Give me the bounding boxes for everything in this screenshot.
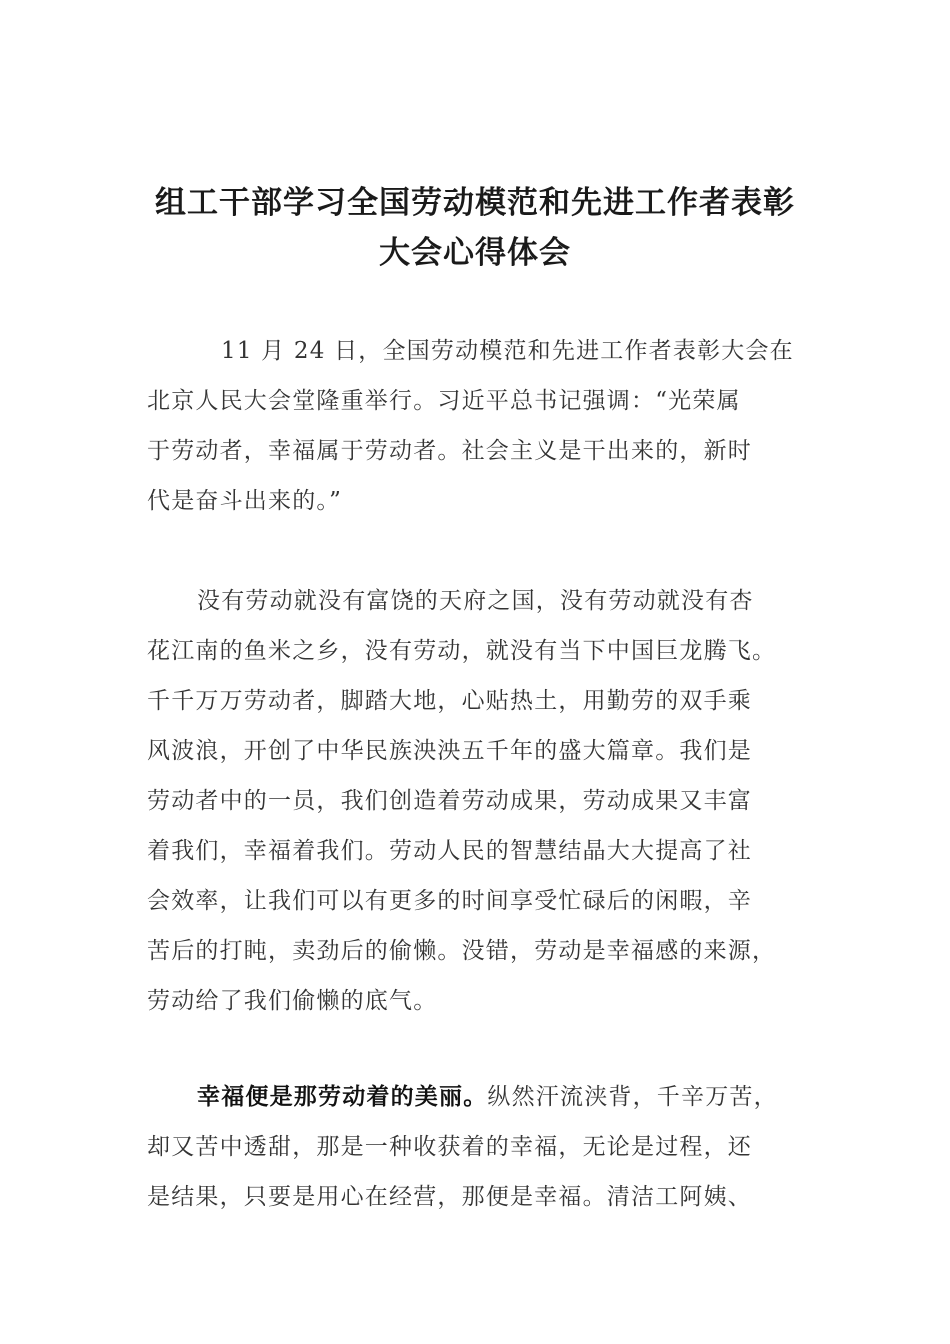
paragraph-line: 千千万万劳动者，脚踏大地，心贴热土，用勤劳的双手乘: [147, 688, 752, 714]
paragraph-line: 劳动者中的一员，我们创造着劳动成果，劳动成果又丰富: [147, 788, 752, 814]
title-line: 组工干部学习全国劳动模范和先进工作者表彰: [155, 185, 795, 221]
paragraph-line-first: [147, 1072, 807, 1122]
paragraph-line: 苦后的打盹，卖劲后的偷懒。没错，劳动是幸福感的来源，: [147, 938, 777, 964]
document-title: [0, 178, 950, 278]
paragraph-text: 纵然汗流浃背，千辛万苦，: [487, 1084, 778, 1110]
paragraph-line: 是结果，只要是用心在经营，那便是幸福。清洁工阿姨、: [147, 1184, 752, 1210]
paragraph-1: [147, 326, 807, 526]
paragraph-line: 代是奋斗出来的。”: [147, 488, 343, 514]
title-line: 大会心得体会: [379, 235, 571, 271]
paragraph-line: 着我们，幸福着我们。劳动人民的智慧结晶大大提高了社: [147, 838, 752, 864]
paragraph-line: 会效率，让我们可以有更多的时间享受忙碌后的闲暇，辛: [147, 888, 752, 914]
paragraph-line: 于劳动者，幸福属于劳动者。社会主义是干出来的，新时: [147, 438, 752, 464]
paragraph-line: 却又苦中透甜，那是一种收获着的幸福，无论是过程，还: [147, 1134, 752, 1160]
bold-lead-sentence: 幸福便是那劳动着的美丽。: [197, 1083, 488, 1110]
paragraph-line: 11 月 24 日，全国劳动模范和先进工作者表彰大会在: [221, 338, 794, 364]
paragraph-line: 北京人民大会堂隆重举行。习近平总书记强调：“光荣属: [147, 388, 741, 414]
paragraph-line: 劳动给了我们偷懒的底气。: [147, 988, 438, 1014]
paragraph-line: 没有劳动就没有富饶的天府之国，没有劳动就没有杏: [197, 588, 754, 614]
paragraph-line: 花江南的鱼米之乡，没有劳动，就没有当下中国巨龙腾飞。: [147, 638, 777, 664]
paragraph-2: [147, 576, 807, 1026]
paragraph-3: [147, 1072, 807, 1222]
paragraph-line: 风波浪，开创了中华民族泱泱五千年的盛大篇章。我们是: [147, 738, 752, 764]
